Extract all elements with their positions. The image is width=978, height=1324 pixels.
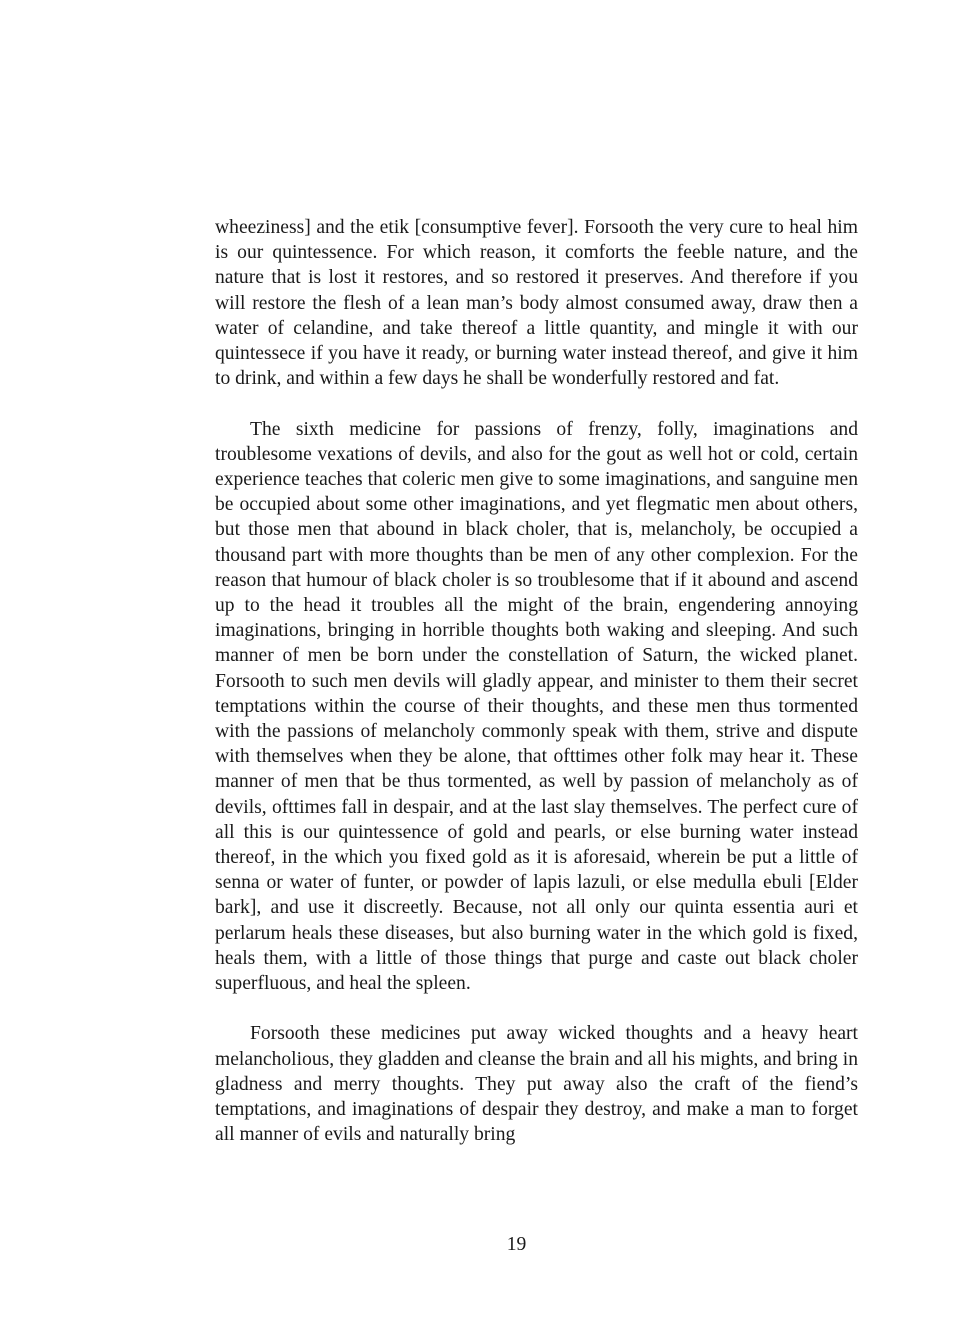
page-number: 19 — [506, 1234, 527, 1255]
paragraph-spacer — [215, 391, 858, 416]
paragraph-medicines-effects: Forsooth these medicines put away wicked thoughts and a heavy heart melancholious, they gladden and cleanse the brain and all his mights, and bring in gladness and merry thoughts. They put away also the craft of the fiend’s temptations, and imaginations of despair they destroy, and make a man to forget all manner of evils and naturally bring — [215, 1023, 858, 1146]
paragraph-sixth-medicine: The sixth medicine for passions of frenzy, folly, imaginations and troublesome vexations of devils, and also for the gout as well hot or cold, certain experience teaches that coleric men give to some imaginations, and sanguine men be occupied about some other imaginations, and yet flegmatic men about others, but those men that abound in black choler, that is, melancholy, be occupied a thousand part with more thoughts than be men of any other complexion. For the reason that humour of black choler is so troublesome that if it abound and ascend up to the head it troubles all the might of the brain, engendering annoying imaginations, bringing in horrible thoughts both waking and sleeping. And such manner of men be born under the constellation of Saturn, the wicked planet. Forsooth to such men devils will gladly appear, and minister to them their secret temptations within the course of their thoughts, and these men thus tormented with the passions of melancholy commonly speak with them, strive and dispute with themselves when they be alone, that ofttimes other folk may hear it. These manner of men that be thus tormented, as well by passion of melancholy as of devils, ofttimes fall in despair, and at the last slay themselves. The perfect cure of all this is our quintessence of gold and pearls, or else burning water instead thereof, in the which you fixed gold as it is aforesaid, wherein be put a little of senna or water of funter, or powder of lapis lazuli, or else medulla ebuli [Elder bark], and use it discreetly. Because, not all only our quinta essentia auri et perlarum heals these diseases, but also burning water in the which gold is fixed, heals them, with a little of those things that purge and caste out black choler superfluous, and heal the spleen. — [215, 418, 858, 995]
paragraph-quintessence-restoration: wheeziness] and the etik [consumptive fever]. Forsooth the very cure to heal him is our quintessence. For which reason, it comforts the feeble nature, and the nature that is lost it restores, and so restored it preserves. And therefore if you will restore the flesh of a lean man’s body almost consumed away, draw then a water of celandine, and take thereof a little quantity, and mingle it with our quintessece if you have it ready, or burning water instead thereof, and give it him to drink, and within a few days he shall be wonderfully restored and fat. — [215, 217, 858, 390]
page-body — [215, 215, 858, 1147]
paragraph-spacer — [215, 996, 858, 1021]
